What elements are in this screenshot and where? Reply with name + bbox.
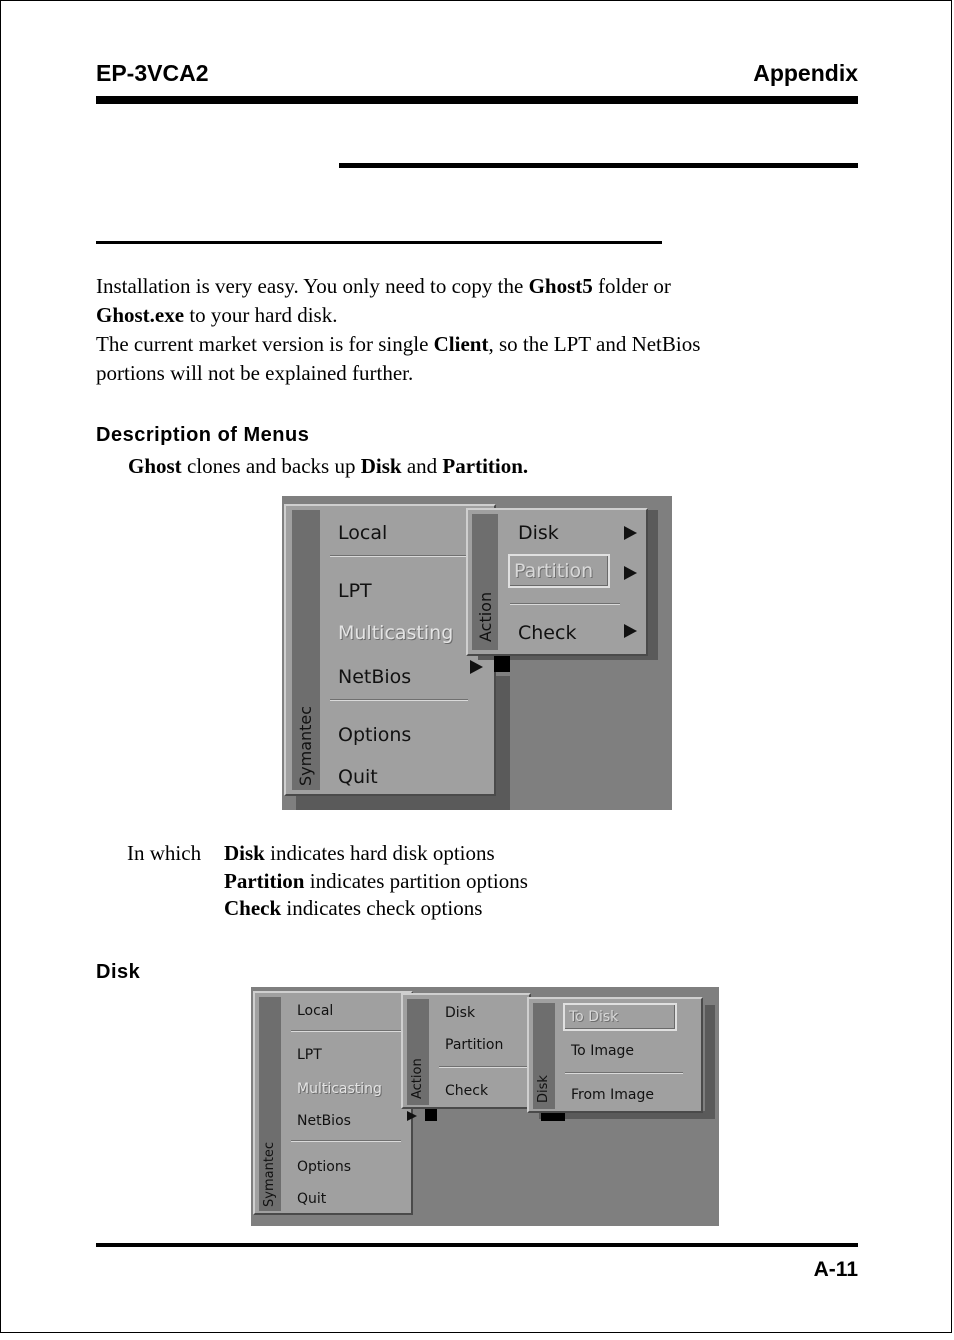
menu-item-lpt[interactable]: LPT xyxy=(297,1047,322,1063)
cursor-block xyxy=(541,1113,565,1121)
menu-item-local[interactable]: Local xyxy=(338,522,388,544)
main-menu-bar-label: Symantec xyxy=(296,705,315,786)
page-number: A-11 xyxy=(813,1258,858,1281)
disk-submenu-bar-label: Disk xyxy=(536,1075,551,1103)
menu-item-netbios[interactable]: NetBios xyxy=(338,666,412,688)
submenu-shadow xyxy=(705,1005,715,1117)
action-item-partition[interactable]: Partition xyxy=(445,1037,504,1053)
ghost-menu-screenshot xyxy=(282,496,672,810)
disk-item-to-image[interactable]: To Image xyxy=(571,1043,635,1059)
disk-item-to-disk[interactable]: To Disk xyxy=(563,1003,677,1031)
chevron-right-icon xyxy=(624,566,637,580)
intro-line-2: Ghost.exe to your hard disk. xyxy=(96,303,338,327)
cursor-block xyxy=(425,1109,437,1121)
action-submenu-bar-label: Action xyxy=(476,591,495,642)
menu-separator xyxy=(565,1073,683,1074)
submenu-arrow-icon xyxy=(407,1111,417,1121)
header-section: Appendix xyxy=(753,60,858,86)
menu-item-options[interactable]: Options xyxy=(297,1159,352,1175)
menu-separator xyxy=(439,1067,527,1068)
menu-separator xyxy=(291,1031,401,1032)
header-model: EP-3VCA2 xyxy=(96,60,209,86)
menus-heading: Description of Menus xyxy=(96,424,310,446)
legend-row-disk: Disk indicates hard disk options xyxy=(224,841,495,865)
menu-item-netbios[interactable]: NetBios xyxy=(297,1113,351,1129)
disk-heading: Disk xyxy=(96,961,141,983)
submenu-arrow-icon xyxy=(470,660,483,674)
action-submenu xyxy=(466,508,648,656)
main-menu xyxy=(253,991,413,1215)
subtitle-rule xyxy=(96,241,662,244)
action-item-check[interactable]: Check xyxy=(518,622,577,644)
menu-separator xyxy=(330,556,468,557)
submenu-shadow xyxy=(648,510,658,660)
footer-rule xyxy=(96,1243,858,1247)
action-submenu xyxy=(401,993,531,1109)
intro-line-1: Installation is very easy. You only need to copy the Ghost5 folder or xyxy=(96,274,671,298)
menu-item-local[interactable]: Local xyxy=(297,1003,334,1019)
chevron-right-icon xyxy=(624,624,637,638)
legend-prefix: In which xyxy=(127,841,202,865)
legend-row-partition: Partition indicates partition options xyxy=(224,869,528,893)
action-item-check[interactable]: Check xyxy=(445,1083,489,1099)
intro-line-4: portions will not be explained further. xyxy=(96,361,414,385)
menu-separator xyxy=(510,604,620,605)
menu-item-lpt[interactable]: LPT xyxy=(338,580,372,602)
ghost-disk-menu-screenshot xyxy=(251,987,719,1226)
action-item-disk[interactable]: Disk xyxy=(445,1005,476,1021)
action-item-partition[interactable]: Partition xyxy=(508,554,610,588)
menu-separator xyxy=(291,1141,401,1142)
menu-item-multicasting[interactable]: Multicasting xyxy=(297,1081,382,1097)
intro-line-3: The current market version is for single Client, so the LPT and NetBios xyxy=(96,332,701,356)
menu-item-multicasting[interactable]: Multicasting xyxy=(338,622,454,644)
disk-submenu xyxy=(527,997,703,1113)
action-submenu-bar-label: Action xyxy=(410,1058,425,1099)
menu-separator xyxy=(330,700,468,701)
title-rule xyxy=(339,163,858,168)
menu-shadow xyxy=(296,796,510,810)
action-item-disk[interactable]: Disk xyxy=(518,522,559,544)
header-rule xyxy=(96,96,858,104)
menu-item-quit[interactable]: Quit xyxy=(338,766,378,788)
main-menu-bar-label: Symantec xyxy=(262,1141,277,1207)
menu-item-quit[interactable]: Quit xyxy=(297,1191,327,1207)
legend-row-check: Check indicates check options xyxy=(224,896,483,920)
disk-item-from-image[interactable]: From Image xyxy=(571,1087,654,1103)
menus-description: Ghost clones and backs up Disk and Partition. xyxy=(128,454,529,478)
menu-item-options[interactable]: Options xyxy=(338,724,412,746)
intro-paragraph xyxy=(96,272,858,388)
cursor-block xyxy=(494,656,510,672)
menu-shadow xyxy=(494,676,510,810)
main-menu xyxy=(284,504,496,796)
chevron-right-icon xyxy=(624,526,637,540)
